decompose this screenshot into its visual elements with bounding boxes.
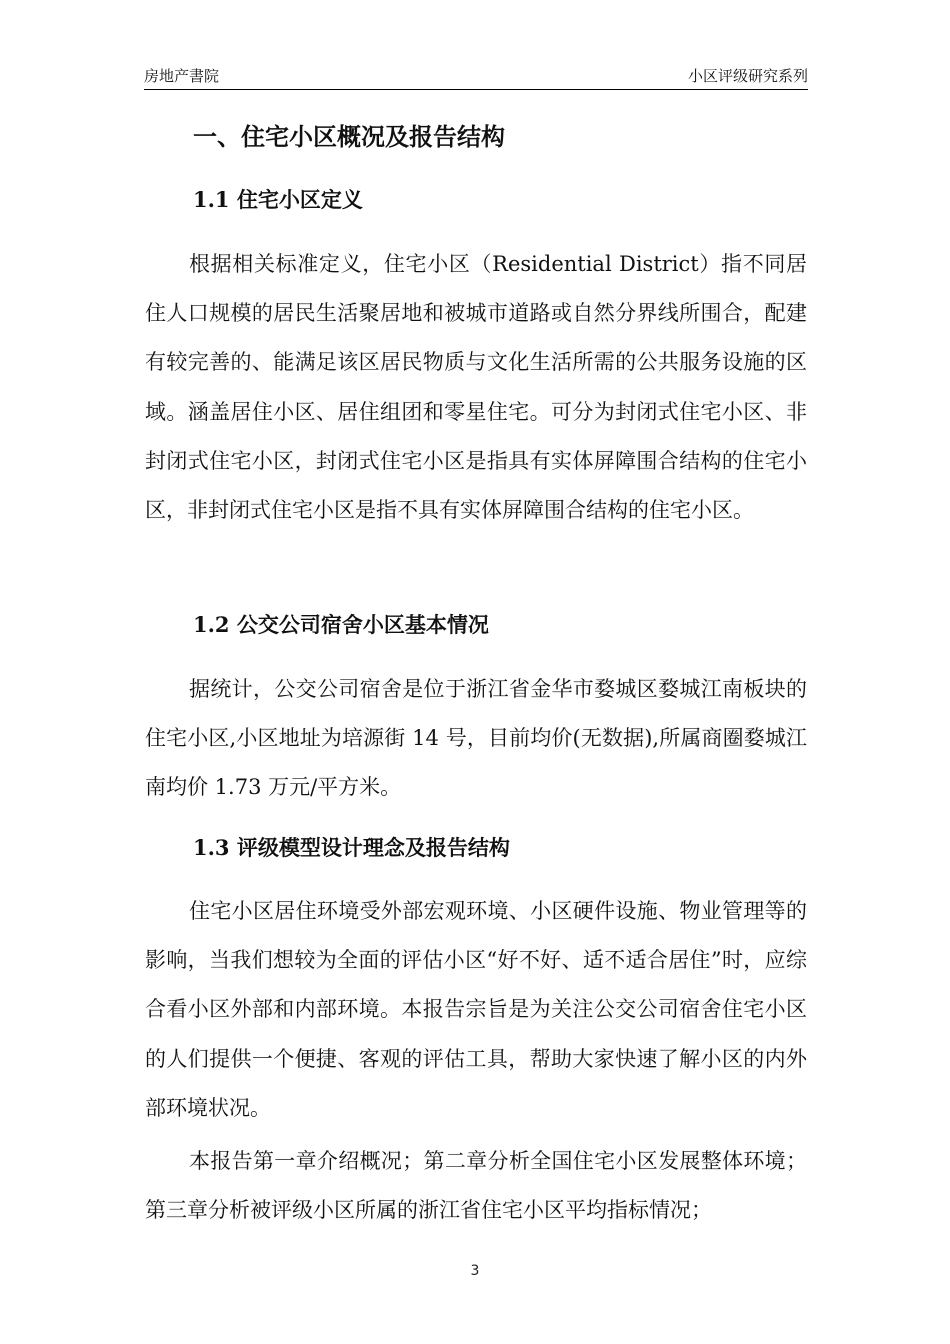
header-series-title: 小区评级研究系列 [687,67,808,85]
section-heading-1-2: 1.2 公交公司宿舍小区基本情况 [193,612,489,637]
chapter-title: 一、住宅小区概况及报告结构 [193,122,505,151]
paragraph-definition: 根据相关标准定义，住宅小区（Residential District）指不同居住人口规模的居民生活聚居地和被城市道路或自然分界线所围合，配建有较完善的、能满足该区居民物质与文化生活所需的公共服务设施的区域。涵盖居住小区、居住组团和零星住宅。可分为封闭式住宅小区、非封闭式住宅小区，封闭式住宅小区是指具有实体屏障围合结构的住宅小区，非封闭式住宅小区是指不具有实体屏障围合结构的住宅小区。 [145,252,807,523]
page-header [144,66,808,86]
paragraph-community-info: 据统计，公交公司宿舍是位于浙江省金华市婺城区婺城江南板块的住宅小区,小区地址为培源街 14 号，目前均价(无数据),所属商圈婺城江南均价 1.73 万元/平方米。 [145,677,807,800]
header-publisher: 房地产書院 [144,67,220,85]
header-divider [144,89,808,90]
section-heading-1-1: 1.1 住宅小区定义 [193,187,363,212]
section-heading-1-3: 1.3 评级模型设计理念及报告结构 [193,835,510,860]
paragraph-report-structure: 本报告第一章介绍概况；第二章分析全国住宅小区发展整体环境；第三章分析被评级小区所属的浙江省住宅小区平均指标情况； [145,1149,807,1223]
page-number: 3 [470,1263,480,1279]
paragraph-model-concept: 住宅小区居住环境受外部宏观环境、小区硬件设施、物业管理等的影响，当我们想较为全面的评估小区“好不好、适不适合居住”时，应综合看小区外部和内部环境。本报告宗旨是为关注公交公司宿舍住宅小区的人们提供一个便捷、客观的评估工具，帮助大家快速了解小区的内外部环境状况。 [145,899,807,1120]
